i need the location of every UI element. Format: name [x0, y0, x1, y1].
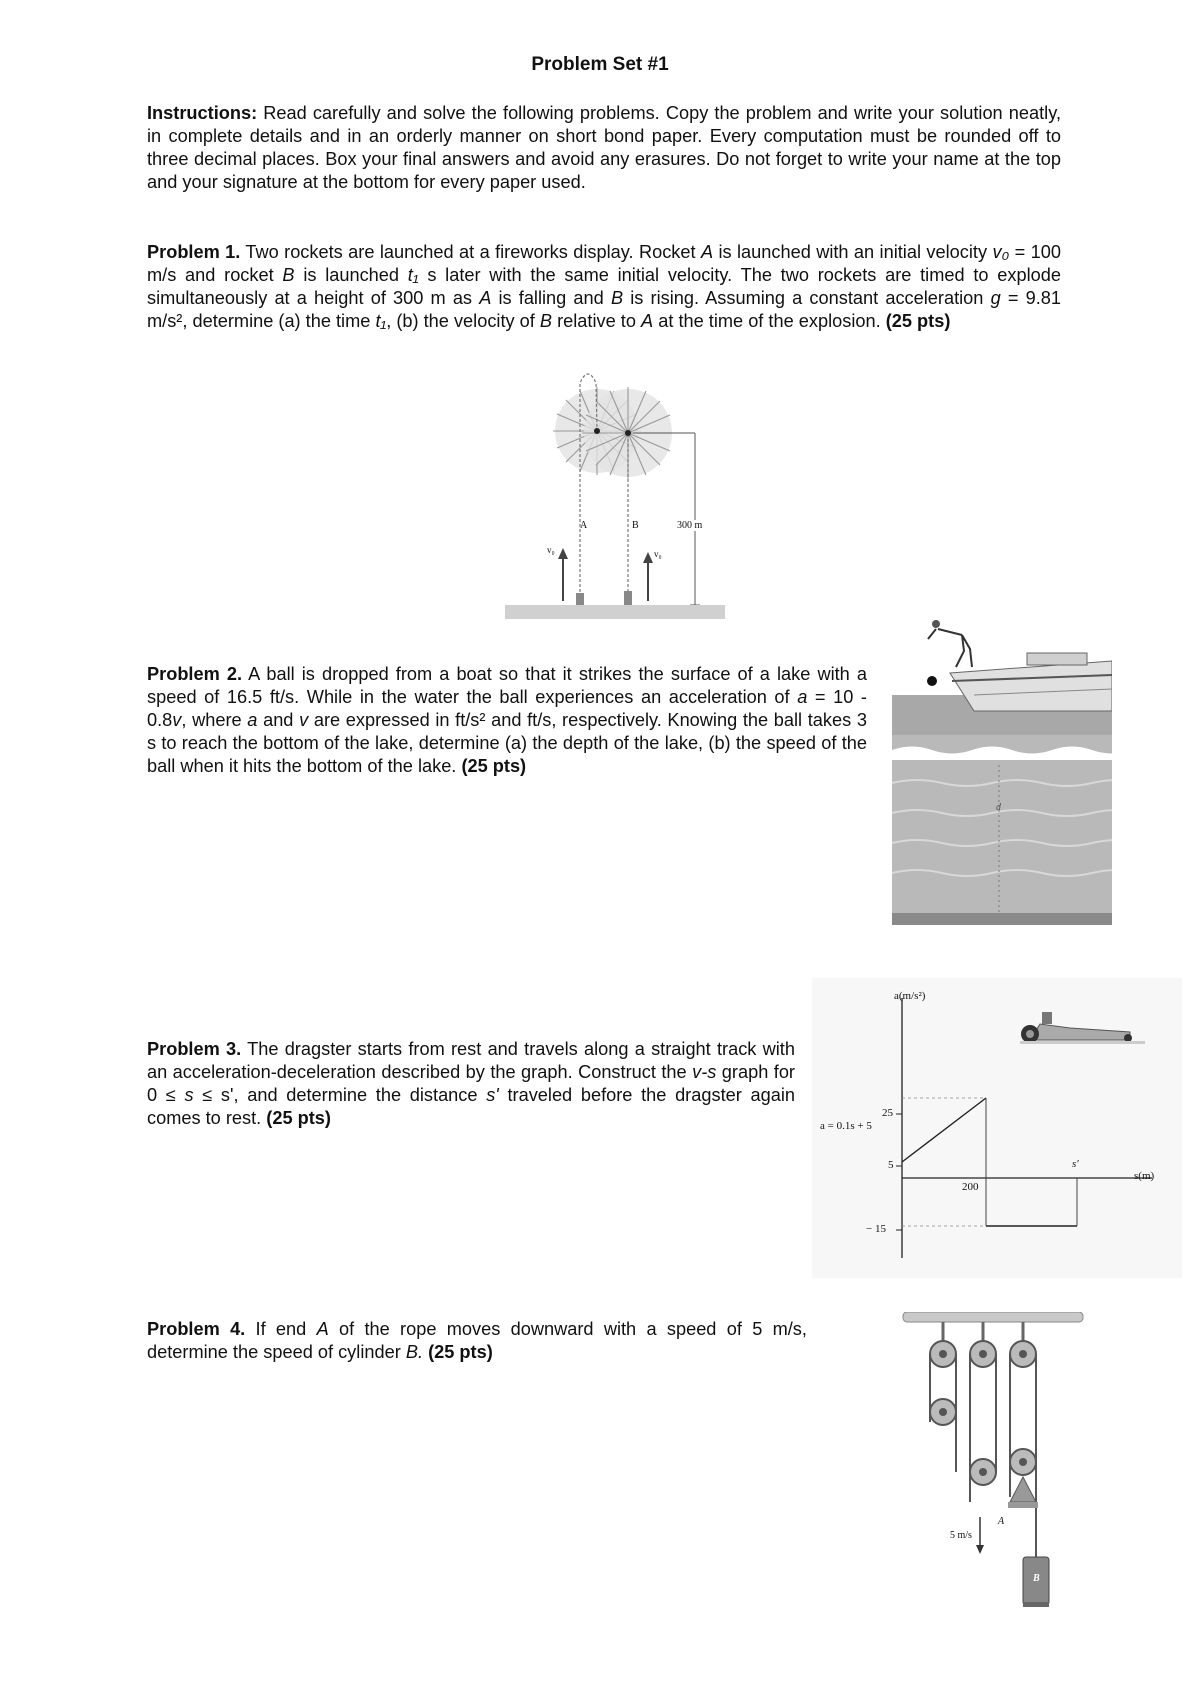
boat-lake-figure	[892, 615, 1112, 925]
p3-text-1: The dragster starts from rest and travels along a straight track with an acceleration-deceleration described by the graph. Construct the	[147, 1039, 795, 1082]
boat-icon	[950, 653, 1112, 711]
p3-text-2: graph for 0 ≤	[147, 1062, 795, 1105]
p2-text-2: = 10 - 0.8	[147, 687, 867, 730]
p1-text-6: is falling and	[498, 288, 604, 308]
label-a: A	[998, 1516, 1005, 1527]
person-icon	[928, 620, 972, 667]
p1-sym-a-2: A	[479, 288, 492, 308]
p3-points: (25 pts)	[266, 1108, 331, 1128]
equation-label: a = 0.1s + 5	[820, 1120, 872, 1132]
p2-sym-a-2: a	[247, 710, 258, 730]
tick-200-label: 200	[962, 1181, 979, 1193]
problem-1-label: Problem 1.	[147, 242, 241, 262]
a-s-graph-figure	[812, 978, 1182, 1278]
p4-points: (25 pts)	[428, 1342, 493, 1362]
pulley-figure	[898, 1312, 1098, 1642]
ball-icon	[927, 676, 937, 686]
p3-sym-vs: v-s	[692, 1062, 717, 1082]
p1-sym-b: B	[282, 265, 295, 285]
p2-sym-v: v	[172, 710, 182, 730]
p1-text-10: relative to	[557, 311, 636, 331]
p1-text-2: is launched with an initial velocity	[718, 242, 988, 262]
label-v0-left: v₀	[547, 545, 555, 555]
p4-sym-b: B.	[405, 1342, 424, 1362]
p3-sym-s: s	[184, 1085, 194, 1105]
problem-2-label: Problem 2.	[147, 664, 243, 684]
tick-5-label: 5	[888, 1159, 894, 1171]
label-b: B	[632, 520, 639, 531]
p1-sym-t1-2: t₁	[375, 311, 387, 331]
p2-sym-a: a	[797, 687, 808, 707]
fixed-pulley-icon	[930, 1341, 1036, 1367]
problem-4-label: Problem 4.	[147, 1319, 246, 1339]
p1-sym-g: g	[990, 288, 1001, 308]
p2-text-4: and	[263, 710, 294, 730]
p1-sym-b-2: B	[610, 288, 624, 308]
p2-points: (25 pts)	[461, 756, 527, 776]
problem-3-text	[147, 1038, 795, 1130]
tick-neg15-label: − 15	[866, 1223, 886, 1235]
p1-sym-b-3: B	[539, 311, 553, 331]
problem-1-text	[147, 241, 1061, 333]
p2-text-1: A ball is dropped from a boat so that it strikes the surface of a lake with a speed of 16.5 ft/s. While in the water the ball experiences an acceleration of	[147, 664, 867, 707]
p1-text-9: , (b) the velocity of	[386, 311, 535, 331]
p1-sym-v0: v₀	[992, 242, 1010, 262]
label-b: B	[1033, 1573, 1040, 1584]
p3-text-5: traveled before the dragster again comes to rest.	[147, 1085, 795, 1128]
p3-sym-sprime: s'	[486, 1085, 499, 1105]
p1-text-1: Two rockets are launched at a fireworks display. Rocket	[245, 242, 696, 262]
p1-text-4: is launched	[303, 265, 400, 285]
label-speed: 5 m/s	[950, 1530, 972, 1541]
tick-25-label: 25	[882, 1107, 893, 1119]
x-axis-label: s(m)	[1134, 1170, 1155, 1182]
y-axis-label: a(m/s²)	[894, 990, 926, 1002]
p1-points: (25 pts)	[885, 311, 951, 331]
p1-text-8: = 9.81 m/s², determine (a) the time	[147, 288, 1062, 331]
fireworks-figure	[500, 365, 730, 625]
problem-4-text	[147, 1318, 807, 1364]
instructions-label: Instructions:	[147, 103, 258, 123]
p2-sym-v-2: v	[299, 710, 309, 730]
page-title: Problem Set #1	[531, 54, 669, 75]
instructions-text: Read carefully and solve the following problems. Copy the problem and write your solution neatly, in complete details and in an orderly manner on short bond paper. Every computation must be rounded off to three decimal places. Box your final answers and avoid any erasures. Do not forget to write your name at the top and your signature at the bottom for every paper used.	[147, 103, 1062, 192]
problem-2-text	[147, 663, 867, 778]
moving-pulley-icon	[930, 1399, 1036, 1485]
label-depth: d	[996, 802, 1001, 813]
label-v0-right: v₀	[654, 549, 662, 559]
label-height: 300 m	[677, 520, 703, 531]
p1-sym-t1: t₁	[407, 265, 419, 285]
p1-text-11: at the time of the explosion.	[658, 311, 881, 331]
p4-sym-a: A	[316, 1319, 329, 1339]
p1-sym-a-3: A	[641, 311, 654, 331]
p4-text-2: of the rope moves downward with a speed of 5 m/s, determine the speed of cylinder	[147, 1319, 807, 1362]
tick-sprime-label: s'	[1072, 1158, 1079, 1170]
p1-text-5: s later with the same initial velocity. The two rockets are timed to explode simultaneously at a height of 300 m as	[147, 265, 1061, 308]
p3-text-3: ≤ s', and determine the distance	[202, 1085, 478, 1105]
p2-text-5: are expressed in ft/s² and ft/s, respectively. Knowing the ball takes 3 s to reach the bottom of the lake, determine (a) the depth of the lake, (b) the speed of the ball when it hits the bottom of the lake.	[147, 710, 867, 776]
instructions	[147, 102, 1061, 194]
p4-text-1: If end	[255, 1319, 307, 1339]
p2-text-3: , where	[181, 710, 242, 730]
problem-3-label: Problem 3.	[147, 1039, 242, 1059]
p1-sym-a: A	[700, 242, 714, 262]
p1-text-3: = 100 m/s and rocket	[147, 242, 1061, 285]
p1-text-7: is rising. Assuming a constant acceleration	[630, 288, 984, 308]
label-a: A	[580, 520, 588, 531]
